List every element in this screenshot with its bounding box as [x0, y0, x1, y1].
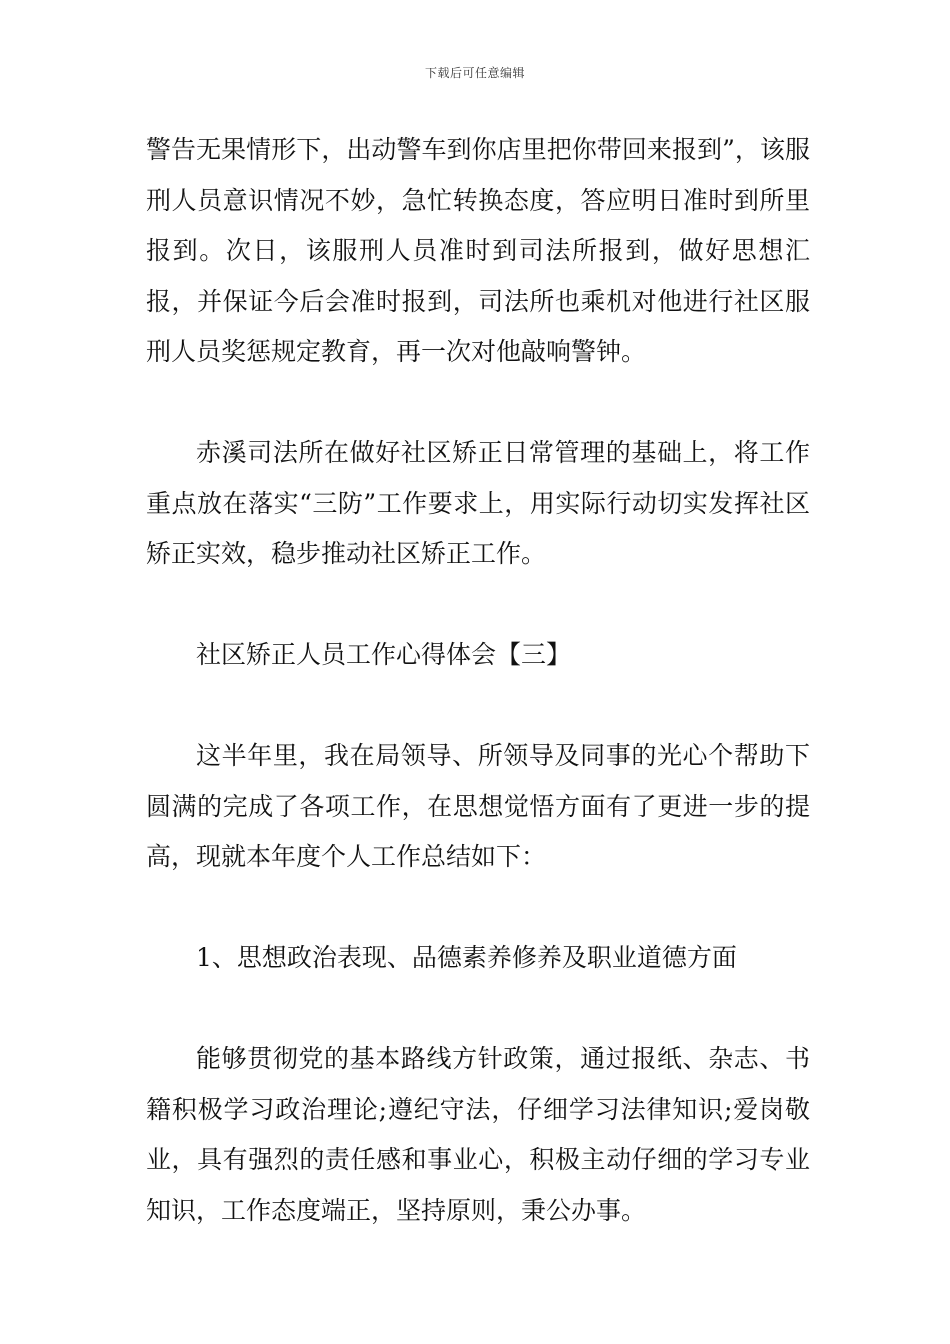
document-body	[146, 125, 810, 1236]
paragraph-gap	[146, 984, 810, 1035]
paragraph-gap	[146, 883, 810, 934]
paragraph-intro: 这半年里，我在局领导、所领导及同事的光心个帮助下圆满的完成了各项工作，在思想觉悟方面有了更进一步的提高，现就本年度个人工作总结如下：	[146, 741, 810, 871]
paragraph-chixi-summary: 赤溪司法所在做好社区矫正日常管理的基础上，将工作重点放在落实“三防”工作要求上，用实际行动切实发挥社区矫正实效，稳步推动社区矫正工作。	[146, 438, 810, 568]
paragraph-political-performance: 能够贯彻党的基本路线方针政策，通过报纸、杂志、书籍积极学习政治理论;遵纪守法，仔细学习法律知识;爱岗敬业，具有强烈的责任感和事业心，积极主动仔细的学习专业知识，工作态度端正，坚持原则，秉公办事。	[146, 1044, 810, 1225]
paragraph-gap	[146, 681, 810, 732]
page-header-note: 下载后可任意编辑	[424, 66, 525, 80]
paragraph-continuation: 警告无果情形下，出动警车到你店里把你带回来报到”，该服刑人员意识情况不妙，急忙转换态度，答应明日准时到所里报到。次日，该服刑人员准时到司法所报到，做好思想汇报，并保证今后会准时报到，司法所也乘机对他进行社区服刑人员奖惩规定教育，再一次对他敲响警钟。	[146, 135, 810, 366]
paragraph-gap	[146, 378, 810, 429]
subsection-heading: 1、思想政治表现、品德素养修养及职业道德方面	[196, 943, 737, 972]
paragraph-gap	[146, 580, 810, 631]
section-heading: 社区矫正人员工作心得体会【三】	[196, 640, 572, 669]
